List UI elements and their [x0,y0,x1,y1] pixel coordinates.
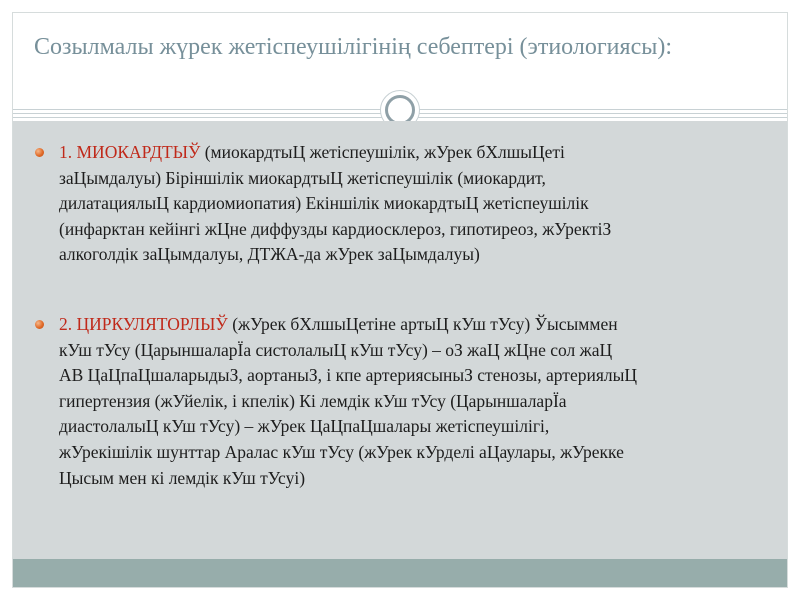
bullet-text [59,312,755,491]
bullet-lead: 2. ЦИРКУЛЯТОРЛЫЎ [59,314,228,334]
bullet-item [35,312,755,491]
bullet-text [59,140,755,268]
bullet-dot-icon [35,320,44,329]
content-area [13,121,787,559]
bullet-body: (миокардтыЦ жетіспеушілік, жУрек бХлшыЦеті заЦымдалуы) Біріншілік миокардтыЦ жетіспеушілік (миокардит, дилатациялыЦ кардиомиопатия) Екіншілік миокардтыЦ жетіспеушілік (инфарктан кейінгі жЦне диффузды кардиосклероз, гипотиреоз, жУректіЗ алкоголдік заЦымдалуы, ДТЖА-да жУрек заЦымдалуы) [59,142,612,265]
bullet-body: (жУрек бХлшыЦетіне артыЦ кУш тУсу) Ўысыммен кУш тУсу (ЦарыншаларЇа систолалыЦ кУш тУсу) – оЗ жаЦ жЦне сол жаЦ АВ ЦаЦпаЦшаларыдыЗ, аортаныЗ, і кпе артериясыныЗ стенозы, артериялыЦ гипертензия (жУйелік, і кпелік) Кі лемдік кУш тУсу (ЦарыншаларЇа диастолалыЦ кУш тУсу) – жУрек ЦаЦпаЦшалары жетіспеушілігі, жУрекішілік шунттар Аралас кУш тУсу (жУрек кУрделі аЦаулары, жУрекке Цысым мен кі лемдік кУш тУсуі) [59,314,638,488]
bullet-item [35,140,755,268]
bullet-lead: 1. МИОКАРДТЫЎ [59,142,201,162]
footer-bar [13,559,787,587]
bullet-dot-icon [35,148,44,157]
slide-title: Созылмалы жүрек жетіспеушілігінің себептері (этиологиясы): [34,34,673,60]
